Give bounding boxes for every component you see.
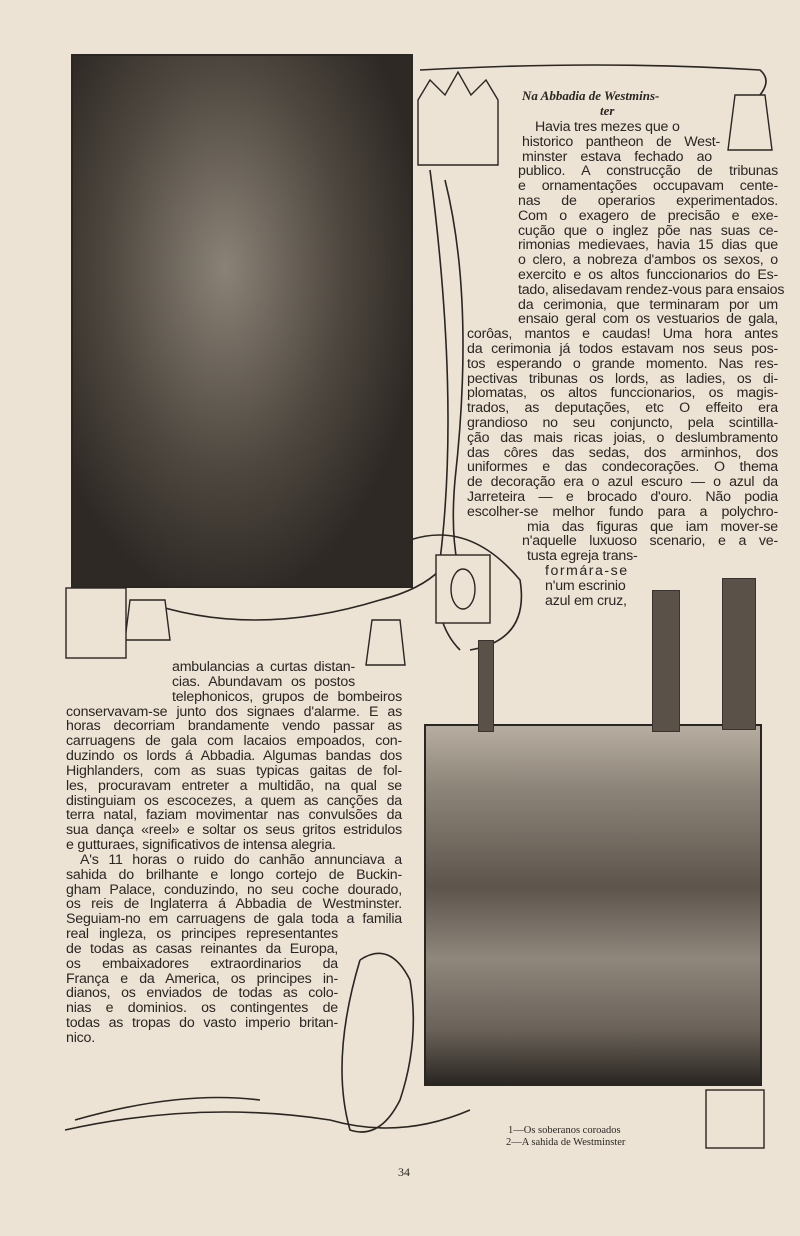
text-line: n'um escrinio: [545, 578, 626, 594]
text-line: terra natal, faziam movimentar nas convulsões da: [66, 807, 402, 823]
text-line: plomatas, os altos funccionarios, os magis-: [467, 385, 778, 401]
text-line: tado, alisedavam rendez-vous para ensaios: [518, 282, 785, 298]
text-line: cução que o inglez põe nas suas ce-: [518, 223, 778, 239]
text-line: ambulancias a curtas distan-: [172, 659, 355, 675]
text-line: les, procuravam entreter a multidão, na qual se: [66, 778, 402, 794]
text-line: telephonicos, grupos de bombeiros: [172, 689, 402, 705]
text-line: corôas, mantos e caudas! Uma hora antes: [467, 326, 778, 342]
text-line: horas decorriam brandamente vendo passar as: [66, 718, 402, 734]
tassel-icon: [366, 620, 405, 665]
text-line: A's 11 horas o ruido do canhão annunciava a: [80, 852, 402, 868]
text-line: duzindo os lords á Abbadia. Algumas bandas dos: [66, 748, 402, 764]
text-line: de decoração era o azul escuro — o azul da: [467, 474, 778, 490]
vine-bottom: [65, 1110, 470, 1130]
text-line: rimonias medievaes, havia 15 dias que: [518, 237, 778, 253]
photo-sovereigns-crowned-coach: [71, 54, 413, 588]
text-line: os reis de Inglaterra á Abbadia de Westminster.: [66, 896, 402, 912]
text-line: sahida do brilhante e longo cortejo de Buckin-: [66, 867, 402, 883]
text-line: nas de operarios experimentados.: [518, 193, 778, 209]
tower-left: [652, 590, 680, 732]
text-line: ção das mais ricas joias, o deslumbramento: [467, 430, 778, 446]
corner-ornament: [66, 588, 126, 658]
text-line: n'aquelle luxuoso scenario, e a ve-: [522, 533, 778, 549]
text-line: escolher-se melhor fundo para a polychro-: [467, 504, 778, 520]
text-line: tusta egreja trans-: [527, 548, 638, 564]
crown-icon: [418, 72, 498, 165]
text-line: nico.: [66, 1030, 95, 1046]
text-line: Highlanders, com as suas typicas gaitas de fol-: [66, 763, 402, 779]
text-line: França e da America, os principes in-: [66, 971, 338, 987]
article-title-cont: ter: [600, 103, 615, 118]
text-line: todas as tropas do vasto imperio britan-: [66, 1015, 338, 1031]
text-line: de todas as casas reinantes da Europa,: [66, 941, 338, 957]
caption-1: 1—Os soberanos coroados: [508, 1125, 621, 1136]
text-line: uniformes e das condecorações. O thema: [467, 459, 778, 475]
text-line: historico pantheon de West-: [522, 134, 720, 150]
text-line: trados, as deputações, etc O effeito era: [467, 400, 778, 416]
text-line: carruagens de gala com lacaios empoados, con-: [66, 733, 402, 749]
text-line: mia das figuras que iam mover-se: [527, 519, 778, 535]
text-line: azul em cruz,: [545, 593, 627, 609]
tassel-icon: [125, 600, 170, 640]
text-line: e gutturaes, significativos de intensa alegria.: [66, 837, 336, 853]
text-line: Jarreteira — e brocado d'ouro. Não podia: [467, 489, 778, 505]
text-line: da cerimonia, que terminaram por um: [518, 297, 778, 313]
photo-westminster-procession: [424, 724, 762, 1086]
vine-bottom-2: [75, 1098, 260, 1121]
text-line: os embaixadores extraordinarios da: [66, 956, 338, 972]
column-monument: [478, 640, 494, 732]
tassel-icon: [728, 95, 772, 150]
text-line: conservavam-se junto dos signaes d'alarme. E as: [66, 704, 402, 720]
text-line: distinguiam os escocezes, a quem as canções da: [66, 793, 402, 809]
text-line: pectivas tribunas os lords, as ladies, os di-: [467, 371, 778, 387]
unicorn-outline: [342, 953, 413, 1132]
text-line: formára-se: [545, 563, 629, 579]
corner-ornament: [706, 1090, 764, 1148]
text-line: cias. Abundavam os postos: [172, 674, 355, 690]
text-line: Havia tres mezes que o: [535, 119, 680, 135]
tower-right: [722, 578, 756, 730]
text-line: e ornamentações occupavam cente-: [518, 178, 778, 194]
text-line: exercito e os altos funccionarios do Es-: [518, 267, 778, 283]
text-line: sua dança «reel» e soltar os seus gritos estridulos: [66, 822, 402, 838]
text-line: gham Palace, conduzindo, no seu coche dourado,: [66, 882, 402, 898]
text-line: Seguiam-no em carruagens de gala toda a familia: [66, 911, 402, 927]
emblem-oval: [451, 569, 475, 609]
text-line: grandioso no seu conjuncto, pela scintilla-: [467, 415, 778, 431]
article-title: Na Abbadia de Westmins-: [522, 88, 660, 103]
text-line: da cerimonia já todos estavam nos seus pos-: [467, 341, 778, 357]
text-line: nias e dominios. os contingentes de: [66, 1000, 338, 1016]
text-line: real ingleza, os principes representantes: [66, 926, 338, 942]
page-number: 34: [398, 1165, 410, 1179]
text-line: ensaio geral com os vestuarios de gala,: [518, 311, 778, 327]
text-line: dianos, os enviados de todas as colo-: [66, 985, 338, 1001]
text-line: das côres das sedas, dos arminhos, dos: [467, 445, 778, 461]
text-line: minster estava fechado ao: [522, 149, 712, 165]
caption-2: 2—A sahida de Westminster: [506, 1137, 626, 1148]
text-line: tos esperando o grande momento. Nas res-: [467, 356, 778, 372]
text-line: Com o exagero de precisão e exe-: [518, 208, 778, 224]
text-line: o clero, a nobreza d'ambos os sexos, o: [518, 252, 778, 268]
text-line: publico. A construcção de tribunas: [518, 163, 778, 179]
